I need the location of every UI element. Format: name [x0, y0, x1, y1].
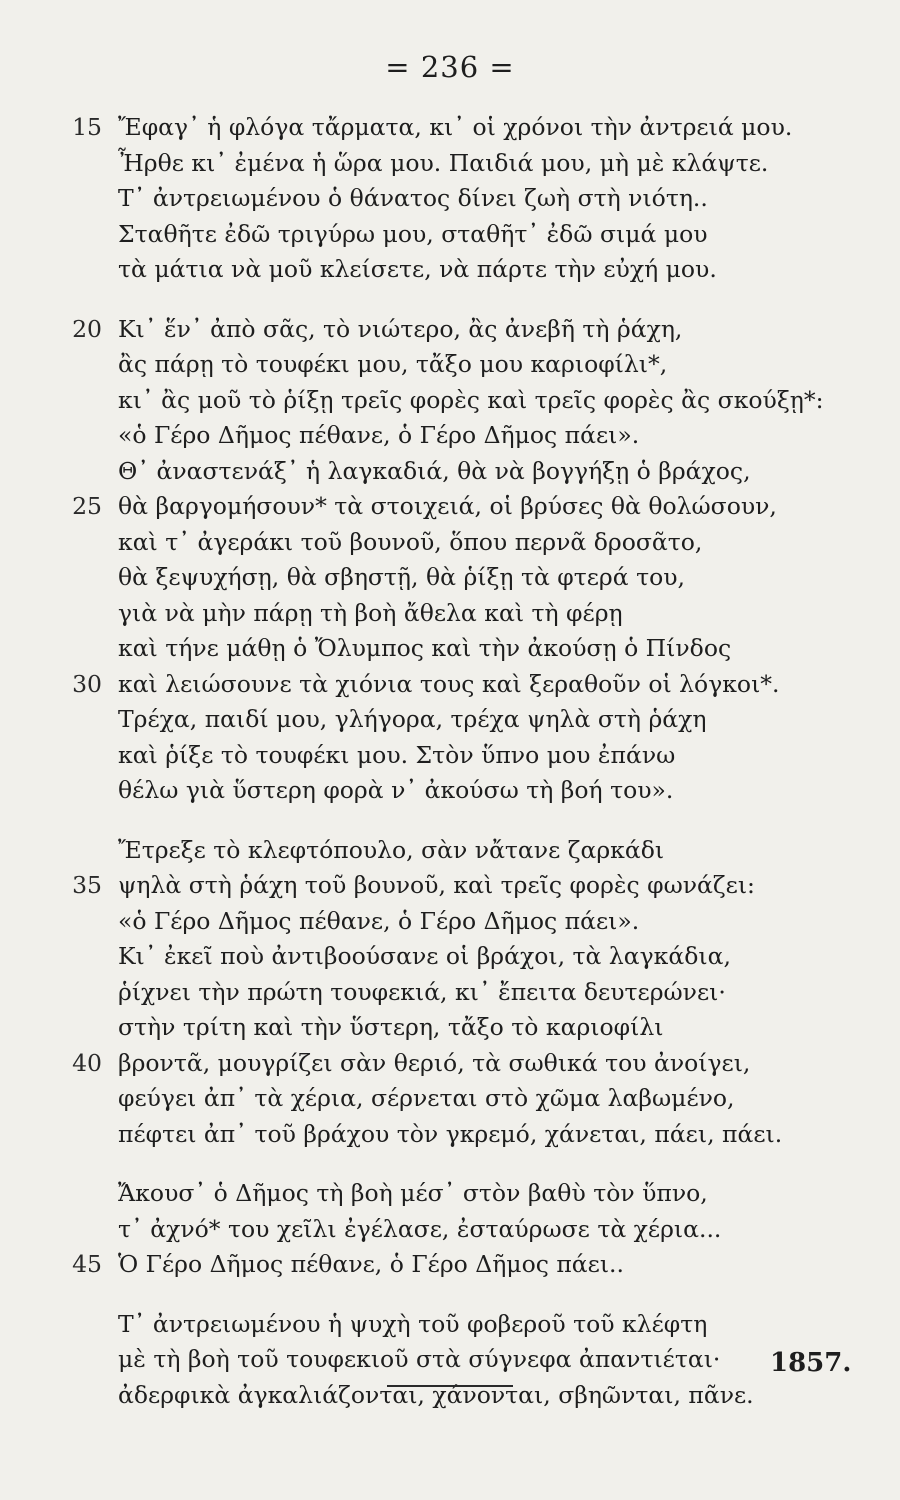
line-number: 20	[72, 314, 102, 343]
line-text: μὲ τὴ βοὴ τοῦ τουφεκιοῦ στὰ σύγνεφα ἀπαντιέται·	[118, 1345, 721, 1373]
poem-line	[0, 868, 900, 904]
poem-line	[0, 1247, 900, 1283]
line-text: θέλω γιὰ ὕστερη φορὰ ν᾽ ἀκούσω τὴ βοή του».	[118, 776, 674, 804]
poem-line	[0, 1378, 900, 1414]
line-text: καὶ τ᾽ ἀγεράκι τοῦ βουνοῦ, ὅπου περνᾶ δροσᾶτο,	[118, 527, 703, 556]
poem-line	[0, 252, 900, 288]
line-text: «ὁ Γέρο Δῆμος πέθανε, ὁ Γέρο Δῆμος πάει».	[118, 421, 640, 449]
poem-line	[0, 1176, 900, 1212]
poem-line	[0, 217, 900, 253]
stanza-gap	[0, 809, 900, 833]
line-text: Σταθῆτε ἐδῶ τριγύρω μου, σταθῆτ᾽ ἐδῶ σιμά μου	[118, 219, 708, 248]
line-text: Ἄκουσ᾽ ὁ Δῆμος τὴ βοὴ μέσ᾽ στὸν βαθὺ τὸν ὕπνο,	[118, 1179, 708, 1207]
poem-line	[0, 418, 900, 454]
poem-line	[0, 738, 900, 774]
poem-line	[0, 702, 900, 738]
poem-line	[0, 1307, 900, 1343]
line-text: τὰ μάτια νὰ μοῦ κλείσετε, νὰ πάρτε τὴν εὐχή μου.	[118, 255, 717, 283]
line-text: Τρέχα, παιδί μου, γλήγορα, τρέχα ψηλὰ στὴ ῥάχη	[118, 705, 707, 733]
line-number: 45	[72, 1250, 102, 1278]
line-text: Κι᾽ ἐκεῖ ποὺ ἀντιβοούσανε οἱ βράχοι, τὰ λαγκάδια,	[118, 942, 731, 970]
line-text: βροντᾶ, μουγρίζει σὰν θεριό, τὰ σωθικά του ἀνοίγει,	[118, 1048, 751, 1077]
poem-line	[0, 1117, 900, 1153]
poem-line	[0, 560, 900, 596]
poem-line	[0, 1212, 900, 1248]
poem-line	[0, 454, 900, 490]
poem-line	[0, 347, 900, 383]
stanza-gap	[0, 288, 900, 312]
line-text: Ἦρθε κι᾽ ἐμένα ἡ ὥρα μου. Παιδιά μου, μὴ μὲ κλάψτε.	[118, 148, 769, 177]
line-text: θὰ ξεψυχήσῃ, θὰ σβηστῇ, θὰ ῥίξῃ τὰ φτερά του,	[118, 563, 685, 591]
poem	[0, 110, 900, 1413]
line-number: 25	[72, 492, 102, 520]
poem-line	[0, 181, 900, 217]
line-text: καὶ τήνε μάθῃ ὁ Ὄλυμπος καὶ τὴν ἀκούσῃ ὁ Πίνδος	[118, 634, 732, 662]
stanza-gap	[0, 1152, 900, 1176]
line-number: 30	[72, 669, 102, 698]
line-text: καὶ ῥίξε τὸ τουφέκι μου. Στὸν ὕπνο μου ἐπάνω	[118, 740, 676, 769]
poem-line	[0, 596, 900, 632]
end-rule	[387, 1385, 513, 1387]
line-text: Ἔτρεξε τὸ κλεφτόπουλο, σὰν νἄτανε ζαρκάδι	[118, 835, 665, 864]
line-text: ῥίχνει τὴν πρώτη τουφεκιά, κι᾽ ἔπειτα δευτερώνει·	[118, 977, 726, 1006]
poem-line	[0, 383, 900, 419]
poem-line	[0, 489, 900, 525]
poem-line	[0, 1342, 900, 1378]
poem-line	[0, 975, 900, 1011]
poem-line	[0, 904, 900, 940]
line-text: καὶ λειώσουνε τὰ χιόνια τους καὶ ξεραθοῦν οἱ λόγκοι*.	[118, 669, 780, 698]
line-text: Ὁ Γέρο Δῆμος πέθανε, ὁ Γέρο Δῆμος πάει..	[118, 1250, 624, 1278]
line-text: πέφτει ἀπ᾽ τοῦ βράχου τὸν γκρεμό, χάνεται, πάει, πάει.	[118, 1119, 783, 1148]
poem-line	[0, 312, 900, 348]
line-text: φεύγει ἀπ᾽ τὰ χέρια, σέρνεται στὸ χῶμα λαβωμένο,	[118, 1084, 735, 1112]
poem-line	[0, 1046, 900, 1082]
line-text: Θ᾽ ἀναστενάξ᾽ ἡ λαγκαδιά, θὰ νὰ βογγήξῃ ὁ βράχος,	[118, 456, 751, 485]
line-text: Ἔφαγ᾽ ἡ φλόγα τἄρματα, κι᾽ οἱ χρόνοι τὴν ἀντρειά μου.	[118, 113, 793, 141]
line-text: κι᾽ ἂς μοῦ τὸ ῥίξῃ τρεῖς φορὲς καὶ τρεῖς φορὲς ἂς σκούξῃ*:	[118, 385, 824, 414]
poem-line	[0, 146, 900, 182]
poem-date: 1857.	[770, 1348, 852, 1378]
page-number: = 236 =	[385, 50, 515, 84]
line-number: 40	[72, 1048, 102, 1077]
poem-line	[0, 631, 900, 667]
line-text: Τ᾽ ἀντρειωμένου ὁ θάνατος δίνει ζωὴ στὴ νιότη..	[118, 184, 708, 212]
stanza-gap	[0, 1283, 900, 1307]
poem-line	[0, 1081, 900, 1117]
poem-line	[0, 939, 900, 975]
line-number: 35	[72, 871, 102, 899]
line-text: θὰ βαργομήσουν* τὰ στοιχειά, οἱ βρύσες θὰ θολώσουν,	[118, 492, 777, 520]
poem-line	[0, 833, 900, 869]
line-text: ἂς πάρῃ τὸ τουφέκι μου, τἄξο μου καριοφίλι*,	[118, 350, 668, 378]
line-text: Κι᾽ ἕν᾽ ἀπὸ σᾶς, τὸ νιώτερο, ἂς ἀνεβῆ τὴ ῥάχη,	[118, 314, 683, 343]
poem-line	[0, 110, 900, 146]
poem-line	[0, 773, 900, 809]
line-text: Τ᾽ ἀντρειωμένου ἡ ψυχὴ τοῦ φοβεροῦ τοῦ κλέφτη	[118, 1309, 708, 1338]
line-text: στὴν τρίτη καὶ τὴν ὕστερη, τἄξο τὸ καριοφίλι	[118, 1013, 664, 1041]
line-text: τ᾽ ἀχνό* του χεῖλι ἐγέλασε, ἐσταύρωσε τὰ χέρια...	[118, 1214, 722, 1243]
line-text: ψηλὰ στὴ ῥάχη τοῦ βουνοῦ, καὶ τρεῖς φορὲς φωνάζει:	[118, 871, 755, 899]
line-text: γιὰ νὰ μὴν πάρῃ τὴ βοὴ ἄθελα καὶ τὴ φέρῃ	[118, 598, 623, 627]
poem-line	[0, 1010, 900, 1046]
line-number: 15	[72, 113, 102, 141]
poem-line	[0, 525, 900, 561]
line-text: ἀδερφικὰ ἀγκαλιάζονται, χάνονται, σβηῶνται, πᾶνε.	[118, 1380, 754, 1409]
poem-line	[0, 667, 900, 703]
line-text: «ὁ Γέρο Δῆμος πέθανε, ὁ Γέρο Δῆμος πάει».	[118, 906, 640, 935]
